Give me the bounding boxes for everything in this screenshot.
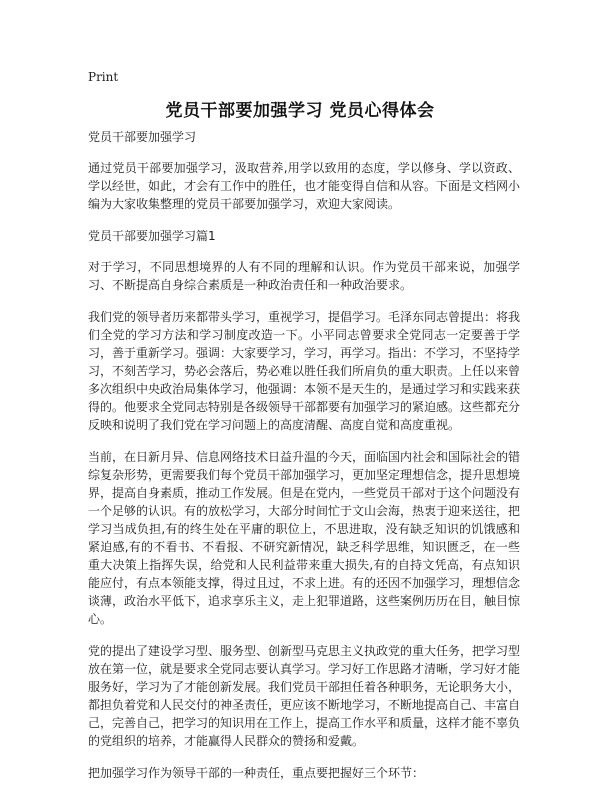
section-title: 党员干部要加强学习篇1 bbox=[88, 229, 216, 243]
article-subtitle: 党员干部要加强学习 bbox=[88, 130, 197, 144]
body-paragraph: 把加强学习作为领导干部的一种责任，重点要把握好三个环节： bbox=[88, 766, 425, 780]
body-paragraph: 当前，在日新月异、信息网络技术日益升温的今天，面临国内社会和国际社会的错综复杂形势，更需要我们每个党员干部加强学习，更加坚定理想信念，提升思想境界，提高自身素质，推动工作发展。但是在党内，一些党员干部对于这个问题没有一个足够的认识。有的放松学习，大部分时间忙于文山会海，热衷于迎来送往，把学习当成负担,有的终生处在平庸的职位上，不思进取，没有缺乏知识的饥饿感和紧迫感,有的不看书、不看报、不研究新情况，缺乏科学思维，知识匮乏，在一些重大决策上指挥失误，给党和人民利益带来重大损失,有的自持文凭高，有点知识能应付，有点本领能支撑，得过且过，不求上进。有的还因不加强学习，理想信念谈薄，政治水平低下，追求享乐主义，走上犯罪道路，这些案例历历在目，触目惊心。 bbox=[88, 450, 521, 626]
intro-paragraph: 通过党员干部要加强学习，汲取营养,用学以致用的态度，学以修身、学以资政、学以经世，如此，才会有工作中的胜任，也才能变得自信和从容。下面是文档网小编为大家收集整理的党员干部要加强学习，欢迎大家阅读。 bbox=[88, 161, 521, 211]
print-link[interactable]: Print bbox=[88, 70, 119, 84]
page-title: 党员干部要加强学习 党员心得体会 bbox=[165, 101, 435, 121]
article-body bbox=[88, 128, 520, 796]
body-paragraph: 对于学习，不同思想境界的人有不同的理解和认识。作为党员干部来说，加强学习、不断提高自身综合素质是一种政治责任和一种政治要求。 bbox=[88, 260, 520, 292]
body-paragraph: 我们党的领导者历来都带头学习，重视学习，提倡学习。毛泽东同志曾提出：将我们全党的学习方法和学习制度改造一下。小平同志曾要求全党同志一定要善于学习，善于重新学习。强调：大家要学习，学习，再学习。指出：不学习，不坚持学习，不刻苦学习，势必会落后，势必难以胜任我们所肩负的重大职责。上任以来曾多次组织中央政治局集体学习，他强调：本领不是天生的，是通过学习和实践来获得的。他要求全党同志特别是各级领导干部都要有加强学习的紧迫感。这些都充分反映和说明了我们党在学习问题上的高度清醒、高度自觉和高度重视。 bbox=[88, 310, 521, 432]
body-paragraph: 党的提出了建设学习型、服务型、创新型马克思主义执政党的重大任务，把学习型放在第一位，就是要求全党同志要认真学习。学习好工作思路才清晰，学习好才能服务好，学习为了才能创新发展。我们党员干部担任着各种职务，无论职务大小，都担负着党和人民交付的神圣责任，更应该不断地学习，不断地提高自己、丰富自己，完善自己，把学习的知识用在工作上，提高工作水平和质量，这样才能不辜负的党组织的培养，才能赢得人民群众的赞扬和爱戴。 bbox=[88, 644, 521, 748]
